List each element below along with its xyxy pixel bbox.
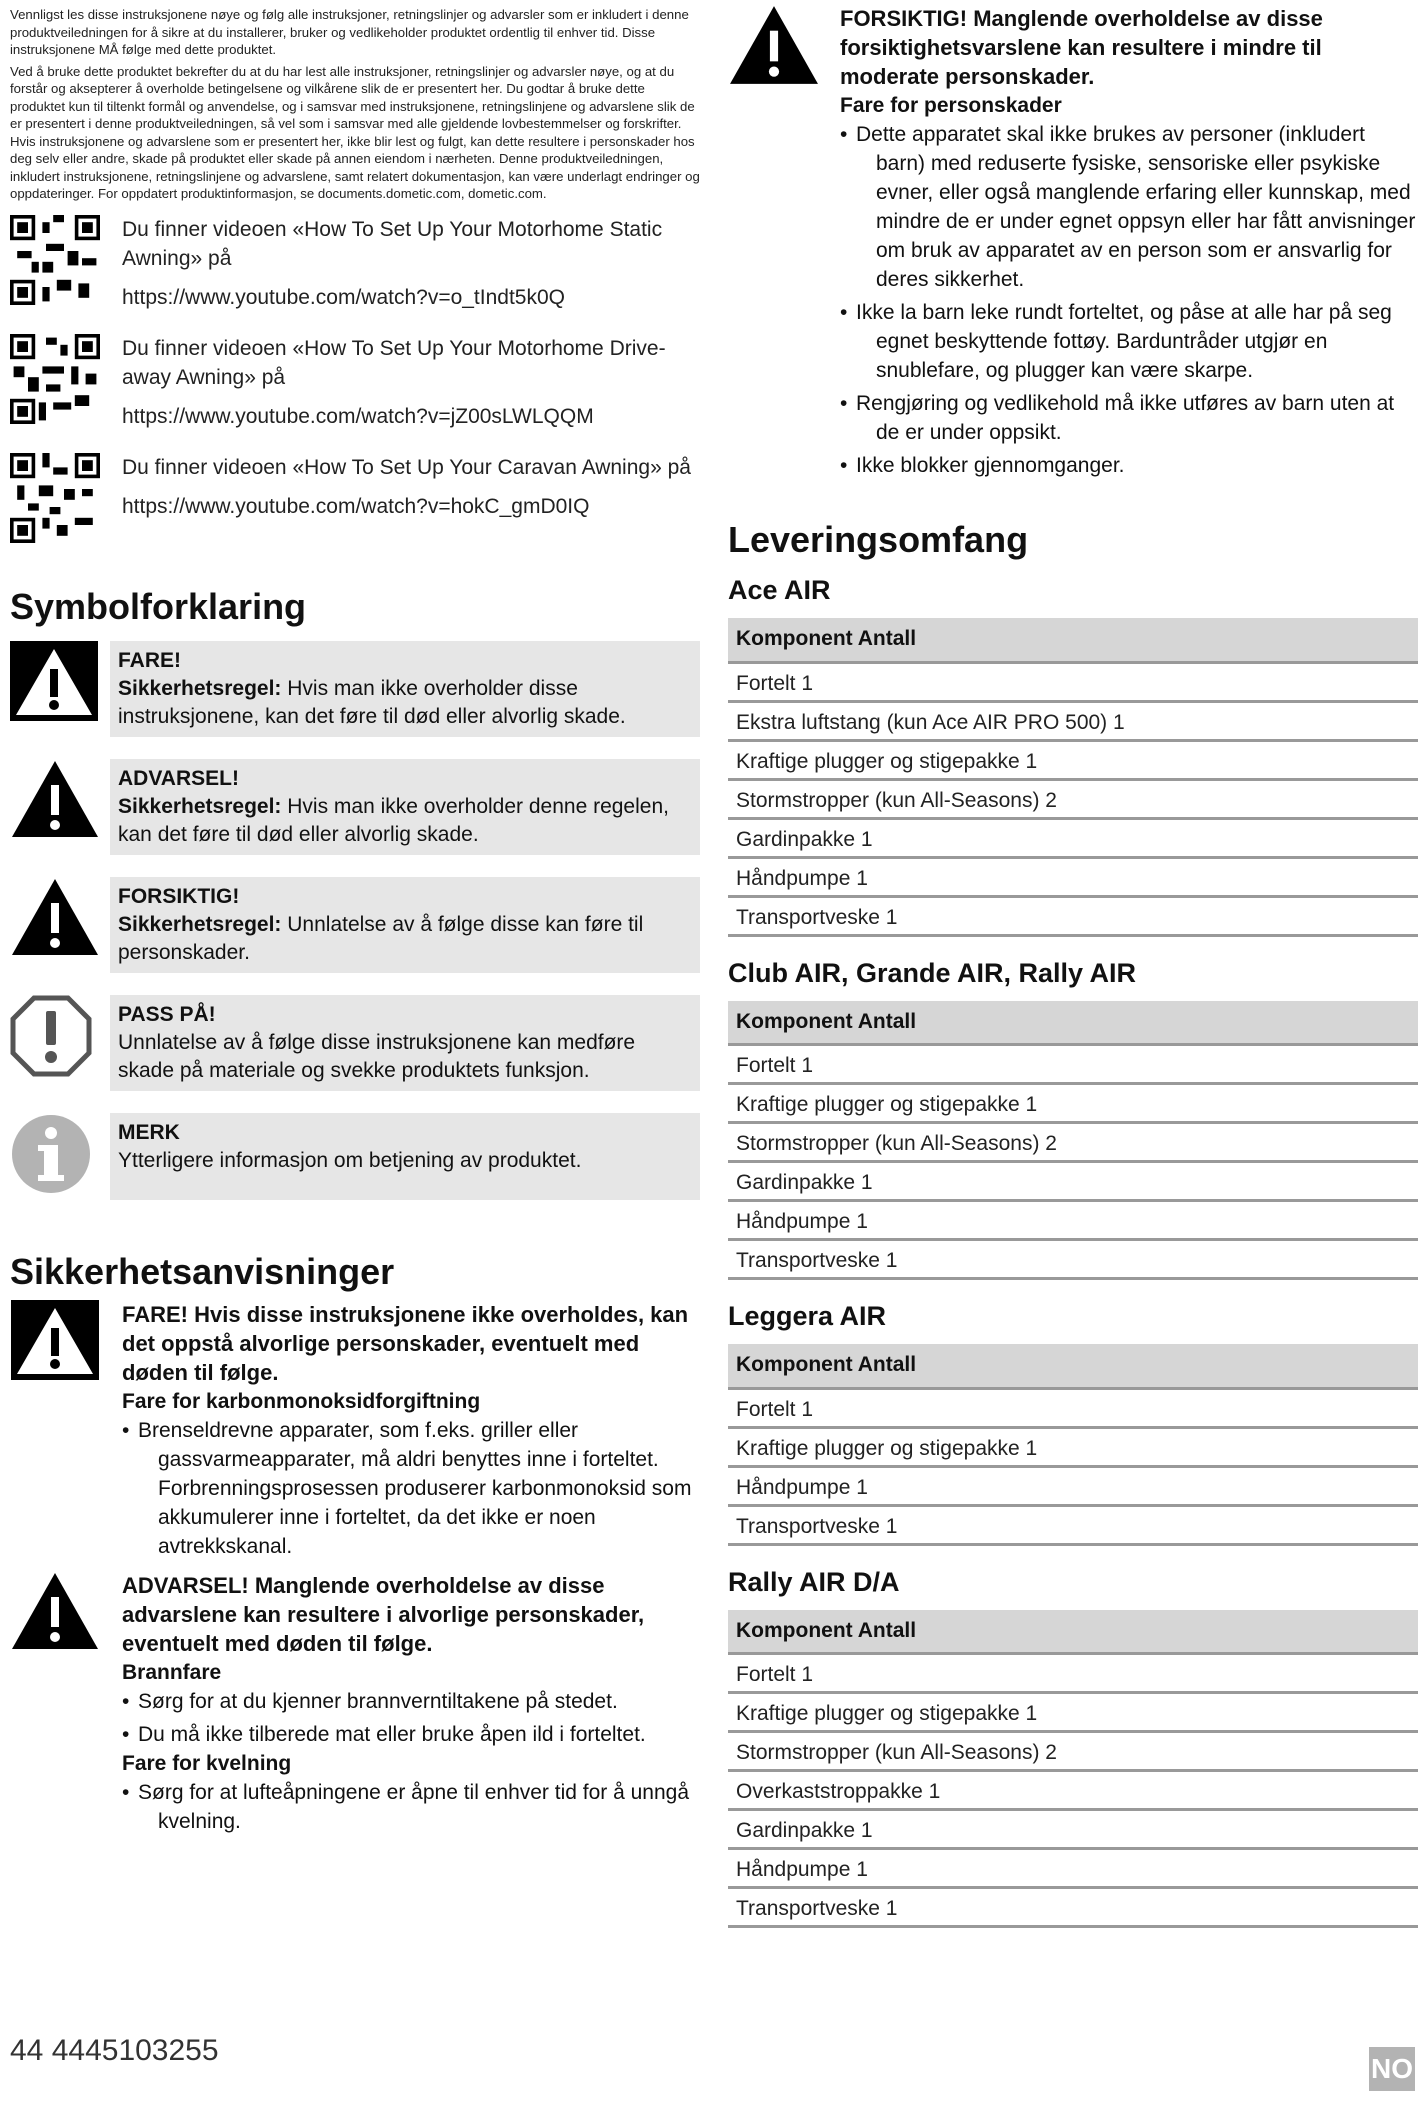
table-row [728, 1505, 1418, 1544]
left-column [10, 0, 700, 1836]
table-cell: Kraftige plugger og stigepakke 1 [728, 1693, 1418, 1732]
symbol-rule: Sikkerhetsregel: [118, 676, 282, 700]
symbol-list [10, 641, 700, 1200]
video-description: Du finner videoen «How To Set Up Your Motorhome Static Awning» på [122, 217, 663, 270]
table-cell: Fortelt 1 [728, 1045, 1418, 1084]
video-description: Du finner videoen «How To Set Up Your Caravan Awning» på [122, 455, 691, 479]
info-icon [10, 1113, 92, 1195]
caution-triangle-icon [728, 4, 820, 86]
table-row [728, 662, 1418, 701]
safety-caution-block [728, 4, 1418, 480]
symbol-title: MERK [118, 1120, 180, 1144]
caution-triangle-icon [10, 877, 100, 957]
symbol-title: PASS PÅ! [118, 1002, 216, 1026]
delivery-table [728, 618, 1418, 937]
delivery-group-title: Leggera AIR [728, 1301, 887, 1331]
intro-paragraph-1: Vennligst les disse instruksjonene nøye og følg alle instruksjoner, retningslinjer og advarsler som er inkludert i denne produktveiledningen for å sikre at du installerer, bruker og vedlikeholder produktet ordentlig til enhver tid. Disse instruksjonene MÅ følge med dette produktet. [10, 7, 689, 57]
symbol-text: Ytterligere informasjon om betjening av produktet. [118, 1148, 582, 1172]
table-header: Komponent Antall [728, 1344, 1418, 1388]
table-row [728, 1654, 1418, 1693]
table-row [728, 1849, 1418, 1888]
danger-triangle-icon [10, 1300, 100, 1380]
right-column [728, 0, 1418, 1928]
table-cell: Håndpumpe 1 [728, 1201, 1418, 1240]
video-link[interactable]: https://www.youtube.com/watch?v=jZ00sLWLQQM [122, 404, 594, 428]
video-list [10, 215, 700, 543]
danger-triangle-icon [10, 641, 98, 721]
list-item: • Rengjøring og vedlikehold må ikke utføres av barn uten at de er under oppsikt. [840, 389, 1418, 447]
delivery-heading: Leveringsomfang [728, 519, 1029, 560]
list-item: • Ikke blokker gjennomganger. [840, 451, 1418, 480]
safety-heading: Sikkerhetsanvisninger [10, 1250, 395, 1292]
qr-code-icon [10, 453, 100, 543]
symbol-text: Hvis man ikke overholder denne regelen, kan det føre til død eller alvorlig skade. [118, 794, 669, 846]
video-description: Du finner videoen «How To Set Up Your Motorhome Drive-away Awning» på [122, 336, 666, 389]
safety-warning-block [10, 1571, 700, 1836]
list-item-text: Rengjøring og vedlikehold må ikke utføres av barn uten at de er under oppsikt. [856, 392, 1395, 444]
table-header: Komponent Antall [728, 1001, 1418, 1045]
delivery-table [728, 1344, 1418, 1546]
list-item-text: Ikke la barn leke rundt forteltet, og påse at alle har på seg egnet beskyttende fottøy. Barduntråder utgjør en snublefare, og plugger kan være skarpe. [856, 301, 1392, 382]
list-item: • Sørg for at lufteåpningene er åpne til enhver tid for å unngå kvelning. [122, 1778, 700, 1836]
symbol-title: ADVARSEL! [118, 766, 239, 790]
table-row [728, 1466, 1418, 1505]
warning-subheading: Brannfare [122, 1660, 222, 1684]
danger-subheading: Fare for karbonmonoksidforgiftning [122, 1389, 481, 1413]
table-row [728, 779, 1418, 818]
symbol-item-danger [10, 641, 700, 737]
table-cell: Transportveske 1 [728, 1888, 1418, 1927]
safety-danger-block [10, 1300, 700, 1561]
symbol-title: FARE! [118, 648, 181, 672]
table-cell: Kraftige plugger og stigepakke 1 [728, 1084, 1418, 1123]
table-cell: Fortelt 1 [728, 1388, 1418, 1427]
list-item-text: Sørg for at lufteåpningene er åpne til enhver tid for å unngå kvelning. [138, 1780, 690, 1833]
table-cell: Transportveske 1 [728, 1505, 1418, 1544]
video-item [10, 334, 700, 431]
table-cell: Fortelt 1 [728, 662, 1418, 701]
table-cell: Transportveske 1 [728, 1240, 1418, 1279]
caution-heading: FORSIKTIG! Manglende overholdelse av disse forsiktighetsvarslene kan resultere i mindre til moderate personskader. [840, 6, 1323, 89]
table-row [728, 1201, 1418, 1240]
table-row [728, 1771, 1418, 1810]
table-row [728, 1732, 1418, 1771]
intro-text [10, 6, 700, 203]
danger-heading: FARE! Hvis disse instruksjonene ikke overholdes, kan det oppstå alvorlige personskader, eventuelt med døden til følge. [122, 1301, 689, 1385]
video-link[interactable]: https://www.youtube.com/watch?v=o_tIndt5k0Q [122, 285, 565, 309]
qr-code-icon [10, 334, 100, 424]
table-row [728, 1045, 1418, 1084]
list-item-text: Sørg for at du kjenner brannverntiltakene på stedet. [138, 1689, 618, 1713]
table-cell: Håndpumpe 1 [728, 1849, 1418, 1888]
table-cell: Transportveske 1 [728, 896, 1418, 935]
table-cell: Gardinpakke 1 [728, 1810, 1418, 1849]
symbol-title: FORSIKTIG! [118, 884, 240, 908]
list-item: • Brenseldrevne apparater, som f.eks. griller eller gassvarmeapparater, må aldri benyttes inne i forteltet. Forbrenningsprosessen produserer karbonmonoksid som akkumulerer inne i forteltet, da det ikke er noen avtrekkskanal. [122, 1416, 700, 1561]
table-row [728, 857, 1418, 896]
table-cell: Håndpumpe 1 [728, 1466, 1418, 1505]
delivery-table [728, 1001, 1418, 1281]
delivery-group-title: Rally AIR D/A [728, 1566, 900, 1597]
table-cell: Stormstropper (kun All-Seasons) 2 [728, 1732, 1418, 1771]
qr-code-icon [10, 215, 100, 305]
table-row [728, 896, 1418, 935]
table-cell: Kraftige plugger og stigepakke 1 [728, 1427, 1418, 1466]
caution-subheading: Fare for personskader [840, 94, 1062, 117]
table-row [728, 1123, 1418, 1162]
delivery-group-title: Ace AIR [728, 575, 831, 605]
symbol-text: Unnlatelse av å følge disse instruksjonene kan medføre skade på materiale og svekke produktets funksjon. [118, 1030, 636, 1082]
table-row [728, 1693, 1418, 1732]
symbol-rule: Sikkerhetsregel: [118, 794, 282, 818]
delivery-group-title: Club AIR, Grande AIR, Rally AIR [728, 957, 1137, 988]
table-row [728, 1084, 1418, 1123]
notice-octagon-icon [10, 995, 92, 1077]
video-item [10, 453, 700, 543]
video-item [10, 215, 700, 312]
list-item: • Dette apparatet skal ikke brukes av personer (inkludert barn) med reduserte fysiske, sensoriske eller psykiske evner, eller også manglende erfaring eller kunnskap, med mindre de er under egnet oppsyn eller har fått anvisninger om bruk av apparatet av en person som er ansvarlig for deres sikkerhet. [840, 120, 1418, 294]
table-row [728, 701, 1418, 740]
warning-triangle-icon [10, 1571, 100, 1651]
symbol-text: Hvis man ikke overholder disse instruksjonene, kan det føre til død eller alvorlig skade. [118, 676, 626, 728]
list-item-text: Brenseldrevne apparater, som f.eks. griller eller gassvarmeapparater, må aldri benyttes inne i forteltet. Forbrenningsprosessen produserer karbonmonoksid som akkumulerer inne i forteltet, da det ikke er noen avtrekkskanal. [138, 1418, 692, 1558]
table-row [728, 1388, 1418, 1427]
list-item: • Sørg for at du kjenner brannverntiltakene på stedet. [122, 1687, 700, 1716]
table-row [728, 1162, 1418, 1201]
table-cell: Gardinpakke 1 [728, 818, 1418, 857]
symbol-rule: Sikkerhetsregel: [118, 912, 282, 936]
page-number: 44 4445103255 [10, 2034, 219, 2067]
symbol-item-warning [10, 759, 700, 855]
table-row [728, 740, 1418, 779]
table-cell: Ekstra luftstang (kun Ace AIR PRO 500) 1 [728, 701, 1418, 740]
table-cell: Håndpumpe 1 [728, 857, 1418, 896]
language-badge: NO [1369, 2047, 1415, 2091]
list-item-text: Ikke blokker gjennomganger. [856, 454, 1125, 477]
intro-paragraph-2: Ved å bruke dette produktet bekrefter du at du har lest alle instruksjoner, retningslinjer og advarsler nøye, og at du forstår og aksepterer å overholde betingelsene og vilkårene slik de er presentert her. Du godtar å bruke dette produktet kun til tiltenkt formål og anvendelse, og i samsvar med instruksjonene, retningslinjene og advarslene slik de er presentert i denne produktveiledningen, så vel som i samsvar med alle gjeldende lovbestemmelser og forskrifter. Hvis instruksjonene og advarslene som er presentert her, ikke blir lest og fulgt, kan dette resultere i personskader hos deg selv eller andre, skade på produktet eller skade på annen eiendom i nærheten. Denne produktveiledningen, inkludert instruksjonene, retningslinjene og advarslene, samt relatert dokumentasjon, kan være underlagt endringer og oppdateringer. For oppdatert produktinformasjon, se documents.dometic.com, dometic.com. [10, 63, 700, 201]
warning-heading: ADVARSEL! Manglende overholdelse av disse advarslene kan resultere i alvorlige personskader, eventuelt med døden til følge. [122, 1572, 645, 1656]
table-header: Komponent Antall [728, 1610, 1418, 1654]
symbols-heading: Symbolforklaring [10, 585, 307, 627]
table-row [728, 1810, 1418, 1849]
warning-subheading: Fare for kvelning [122, 1751, 292, 1775]
table-row [728, 1888, 1418, 1927]
symbol-item-notice [10, 995, 700, 1091]
table-row [728, 1240, 1418, 1279]
table-cell: Gardinpakke 1 [728, 1162, 1418, 1201]
list-item: • Ikke la barn leke rundt forteltet, og påse at alle har på seg egnet beskyttende fottøy. Barduntråder utgjør en snublefare, og plugger kan være skarpe. [840, 298, 1418, 385]
list-item-text: Du må ikke tilberede mat eller bruke åpen ild i forteltet. [138, 1722, 646, 1746]
video-link[interactable]: https://www.youtube.com/watch?v=hokC_gmD0IQ [122, 494, 590, 518]
symbol-text: Unnlatelse av å følge disse kan føre til personskader. [118, 912, 644, 964]
table-header: Komponent Antall [728, 618, 1418, 662]
warning-triangle-icon [10, 759, 100, 839]
table-cell: Fortelt 1 [728, 1654, 1418, 1693]
symbol-item-caution [10, 877, 700, 973]
list-item: • Du må ikke tilberede mat eller bruke åpen ild i forteltet. [122, 1720, 700, 1749]
table-cell: Stormstropper (kun All-Seasons) 2 [728, 1123, 1418, 1162]
delivery-table [728, 1610, 1418, 1929]
table-cell: Kraftige plugger og stigepakke 1 [728, 740, 1418, 779]
list-item-text: Dette apparatet skal ikke brukes av personer (inkludert barn) med reduserte fysiske, sensoriske eller psykiske evner, eller også manglende erfaring eller kunnskap, med mindre de er under egnet oppsyn eller har fått anvisninger om bruk av apparatet av en person som er ansvarlig for deres sikkerhet. [856, 123, 1416, 291]
table-row [728, 1427, 1418, 1466]
table-cell: Stormstropper (kun All-Seasons) 2 [728, 779, 1418, 818]
symbol-item-note [10, 1113, 700, 1200]
table-row [728, 818, 1418, 857]
table-cell: Overkaststroppakke 1 [728, 1771, 1418, 1810]
